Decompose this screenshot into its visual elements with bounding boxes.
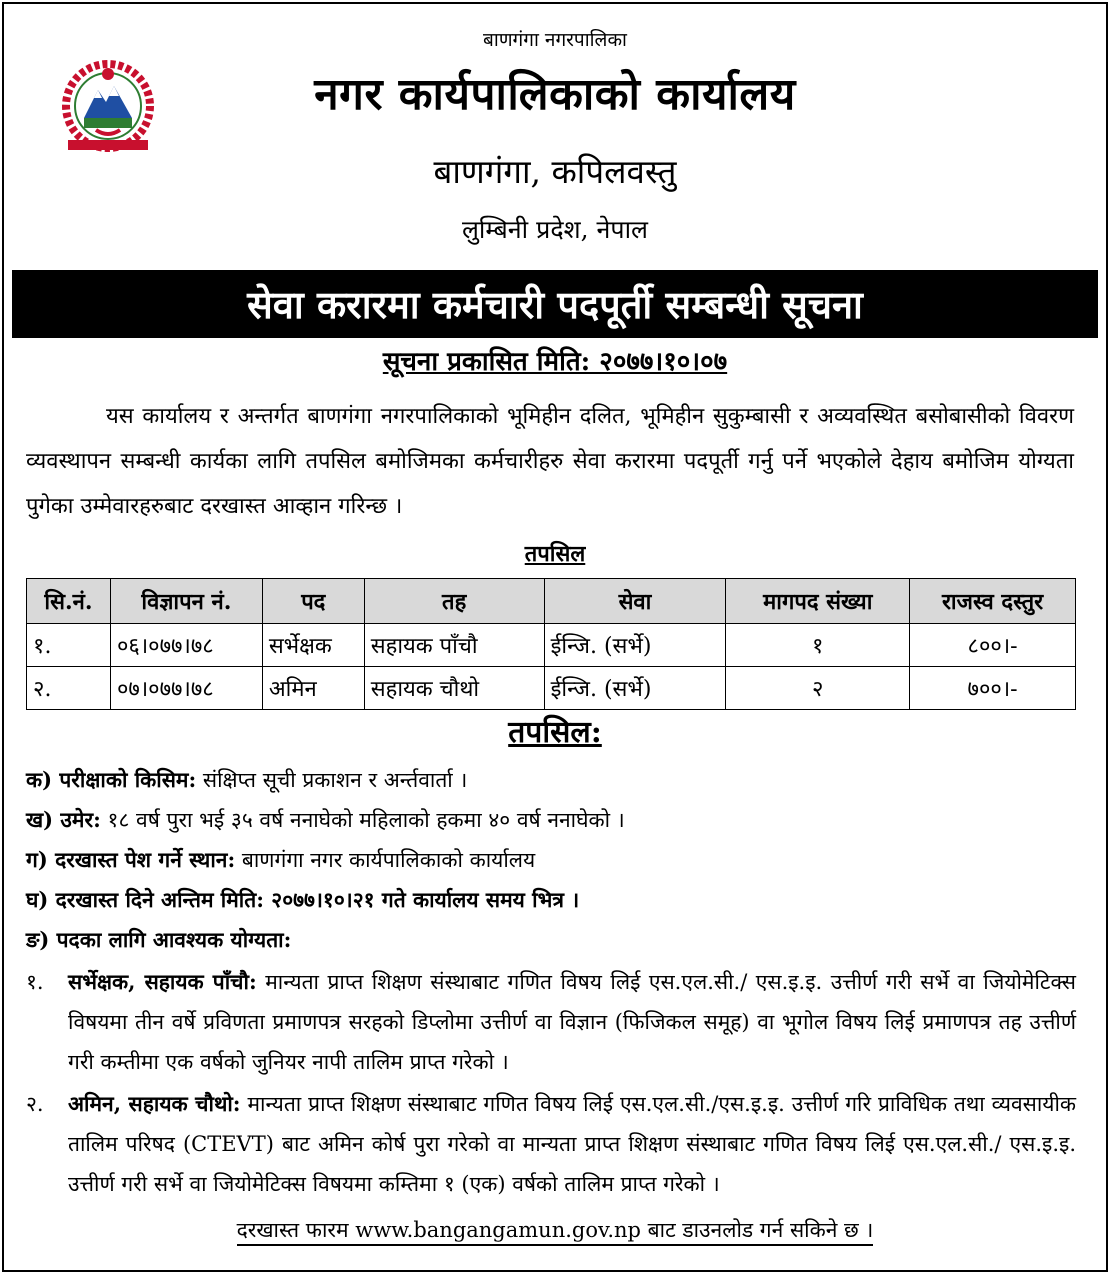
qualification-number: २. (26, 1092, 44, 1116)
details-section (26, 760, 1076, 1204)
municipality-name: बाणगंगा नगरपालिका (483, 29, 627, 51)
detail-deadline (26, 880, 1076, 920)
detail-age (26, 800, 1076, 840)
table-heading-text: तपसिल (524, 541, 586, 567)
detail-exam-type (26, 760, 1076, 800)
qualification-item (26, 962, 1076, 1082)
column-header: पद (262, 579, 364, 624)
detail-key: ग) दरखास्त पेश गर्ने स्थान: (26, 847, 236, 872)
table-row (27, 667, 1076, 710)
column-header: मागपद संख्या (726, 579, 910, 624)
intro-text: यस कार्यालय र अन्तर्गत बाणगंगा नगरपालिकाको भूमिहीन दलित, भूमिहीन सुकुम्बासी र अव्यवस्थित बसोबासीको विवरण व्यवस्थापन सम्बन्धी कार्यका लागि तपसिल बमोजिमका कर्मचारीहरु सेवा करारमा पदपूर्ती गर्नु पर्ने भएकोले देहाय बमोजिम योग्यता पुगेका उम्मेवारहरुबाट दरखास्त आव्हान गरिन्छ । (26, 404, 1074, 519)
qualification-text (68, 1084, 1076, 1204)
notice-title-banner: सेवा करारमा कर्मचारी पदपूर्ती सम्बन्धी सूचना (12, 270, 1098, 338)
detail-key: ङ) पदका लागि आवश्यक योग्यता: (26, 927, 292, 952)
table-cell: १ (726, 624, 910, 667)
detail-qualifications-heading (26, 920, 1076, 960)
column-header: राजस्व दस्तुर (910, 579, 1076, 624)
details-heading-text: तपसिल: (508, 715, 602, 750)
download-note (4, 1216, 1106, 1244)
office-title: नगर कार्यपालिकाको कार्यालय (314, 69, 796, 120)
table-cell: अमिन (262, 667, 364, 710)
publication-date-text: सूचना प्रकासित मिति: २०७७।१०।०७ (382, 347, 728, 377)
table-cell: २. (27, 667, 111, 710)
detail-value: संक्षिप्त सूची प्रकाशन र अर्न्तवार्ता । (196, 768, 468, 792)
table-cell: ईन्जि. (सर्भे) (544, 667, 726, 710)
download-note-text: दरखास्त फारम www.bangangamun.gov.np बाट डाउनलोड गर्न सकिने छ । (237, 1218, 874, 1246)
qualification-key: सर्भेक्षक, सहायक पाँचौ: (68, 969, 257, 994)
detail-key: ख) उमेर: (26, 807, 101, 832)
table-cell: ईन्जि. (सर्भे) (544, 624, 726, 667)
detail-value: १८ वर्ष पुरा भई ३५ वर्ष ननाघेको महिलाको हकमा ४० वर्ष ननाघेको । (100, 808, 625, 832)
office-province: लुम्बिनी प्रदेश, नेपाल (461, 215, 649, 244)
qualification-item (26, 1084, 1076, 1204)
office-place: बाणगंगा, कपिलवस्तु (433, 152, 677, 191)
table-cell: २ (726, 667, 910, 710)
detail-value: बाणगंगा नगर कार्यपालिकाको कार्यालय (235, 848, 536, 872)
qualification-value: मान्यता प्राप्त शिक्षण संस्थाबाट गणित विषय लिई एस.एल.सी./एस.इ.इ. उत्तीर्ण गरि प्राविधिक तथा व्यवसायीक तालिम परिषद (CTEVT) बाट अमिन कोर्ष पुरा गरेको वा मान्यता प्राप्त शिक्षण संस्थाबाट गणित विषय लिई एस.एल.सी./ एस.इ.इ. उत्तीर्ण गरी सर्भे वा जियोमेटिक्स विषयमा कम्तिमा १ (एक) वर्षको तालिम प्राप्त गरेको । (68, 1092, 1077, 1196)
table-cell: सर्भेक्षक (262, 624, 364, 667)
vacancy-table (26, 578, 1076, 710)
publication-date (4, 342, 1106, 378)
qualification-value: मान्यता प्राप्त शिक्षण संस्थाबाट गणित विषय लिई एस.एल.सी./ एस.इ.इ. उत्तीर्ण गरी सर्भे वा जियोमेटिक्स विषयमा तीन वर्षे प्रविणता प्रमाणपत्र सरहको डिप्लोमा उत्तीर्ण वा विज्ञान (फिजिकल समूह) वा भूगोल विषय लिई प्रमाणपत्र तह उत्तीर्ण गरी कम्तीमा एक वर्षको जुनियर नापी तालिम प्राप्त गरेको । (68, 970, 1076, 1074)
detail-submission-place (26, 840, 1076, 880)
table-cell: ७००।- (910, 667, 1076, 710)
intro-paragraph (26, 394, 1074, 529)
details-heading (4, 710, 1106, 751)
table-cell: ०७।०७७।७८ (110, 667, 262, 710)
table-cell: सहायक चौथो (364, 667, 544, 710)
column-header: सि.नं. (27, 579, 111, 624)
table-header-row (27, 579, 1076, 624)
qualification-key: अमिन, सहायक चौथो: (68, 1091, 241, 1116)
table-cell: ८००।- (910, 624, 1076, 667)
table-row (27, 624, 1076, 667)
table-cell: १. (27, 624, 111, 667)
column-header: तह (364, 579, 544, 624)
qualification-text (68, 962, 1076, 1082)
table-cell: ०६।०७७।७८ (110, 624, 262, 667)
detail-key: घ) दरखास्त दिने अन्तिम मिति: २०७७।१०।२१ गते कार्यालय समय भित्र । (26, 887, 580, 912)
qualification-number: १. (26, 970, 44, 994)
detail-key: क) परीक्षाको किसिम: (26, 767, 197, 792)
table-cell: सहायक पाँचौ (364, 624, 544, 667)
column-header: सेवा (544, 579, 726, 624)
column-header: विज्ञापन नं. (110, 579, 262, 624)
table-heading (4, 538, 1106, 568)
notice-page (2, 2, 1108, 1272)
